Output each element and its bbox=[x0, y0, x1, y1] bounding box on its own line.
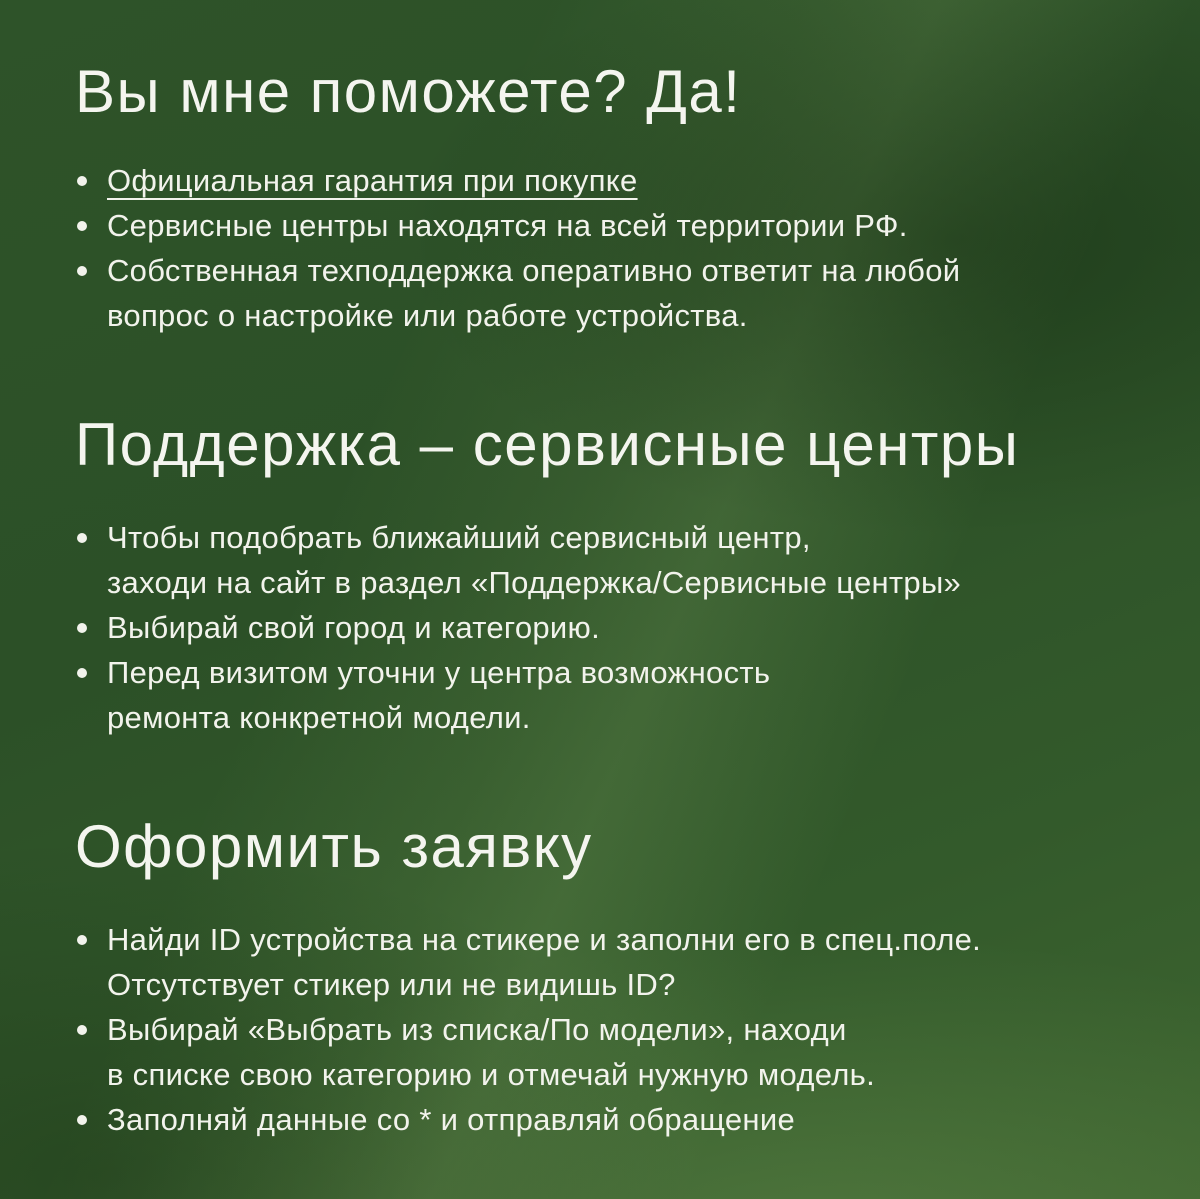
bullet-line: Сервисные центры находятся на всей территории РФ. bbox=[107, 208, 908, 243]
bullet-dot-icon bbox=[77, 176, 87, 186]
bullet-dot-icon bbox=[77, 1025, 87, 1035]
bullet-line: Перед визитом уточни у центра возможность bbox=[107, 655, 771, 690]
bullet-text bbox=[107, 515, 961, 605]
bullet-dot-icon bbox=[77, 533, 87, 543]
bullet-line: ремонта конкретной модели. bbox=[107, 700, 531, 735]
section-heading-help: Вы мне поможете? Да! bbox=[75, 58, 742, 125]
bullet-text bbox=[107, 917, 981, 1007]
bullet-list-submit-request bbox=[75, 917, 1130, 1142]
bullet-dot-icon bbox=[77, 221, 87, 231]
bullet-text bbox=[107, 203, 908, 248]
bullet-item bbox=[75, 515, 1130, 605]
bullet-item bbox=[75, 917, 1130, 1007]
bullet-list-service-centers bbox=[75, 515, 1130, 740]
bullet-dot-icon bbox=[77, 1115, 87, 1125]
bullet-text bbox=[107, 1007, 875, 1097]
bullet-text bbox=[107, 1097, 795, 1142]
section-heading-service-centers: Поддержка – сервисные центры bbox=[75, 411, 1020, 478]
bullet-item bbox=[75, 650, 1130, 740]
bullet-dot-icon bbox=[77, 668, 87, 678]
section-heading-submit-request: Оформить заявку bbox=[75, 813, 593, 880]
bullet-text bbox=[107, 650, 770, 740]
bullet-line: Собственная техподдержка оперативно ответит на любой bbox=[107, 253, 961, 288]
bullet-item bbox=[75, 1097, 1130, 1142]
bullet-item bbox=[75, 248, 1130, 338]
bullet-list-help bbox=[75, 158, 1130, 338]
bullet-line: Найди ID устройства на стикере и заполни его в спец.поле. bbox=[107, 922, 982, 957]
warranty-link[interactable]: Официальная гарантия при покупке bbox=[107, 163, 638, 198]
bullet-line: Выбирай «Выбрать из списка/По модели», находи bbox=[107, 1012, 847, 1047]
bullet-text bbox=[107, 605, 600, 650]
bullet-item bbox=[75, 1007, 1130, 1097]
bullet-line: Заполняй данные со * и отправляй обращение bbox=[107, 1102, 795, 1137]
bullet-text bbox=[107, 248, 960, 338]
bullet-line: Чтобы подобрать ближайший сервисный центр, bbox=[107, 520, 811, 555]
bullet-dot-icon bbox=[77, 623, 87, 633]
bullet-item bbox=[75, 605, 1130, 650]
bullet-line: Отсутствует стикер или не видишь ID? bbox=[107, 967, 676, 1002]
bullet-line: Выбирай свой город и категорию. bbox=[107, 610, 601, 645]
bullet-line: вопрос о настройке или работе устройства. bbox=[107, 298, 748, 333]
bullet-line: заходи на сайт в раздел «Поддержка/Сервисные центры» bbox=[107, 565, 962, 600]
bullet-item bbox=[75, 158, 1130, 203]
bullet-dot-icon bbox=[77, 266, 87, 276]
bullet-dot-icon bbox=[77, 935, 87, 945]
bullet-item bbox=[75, 203, 1130, 248]
bullet-line: в списке свою категорию и отмечай нужную модель. bbox=[107, 1057, 875, 1092]
bullet-text bbox=[107, 158, 638, 203]
